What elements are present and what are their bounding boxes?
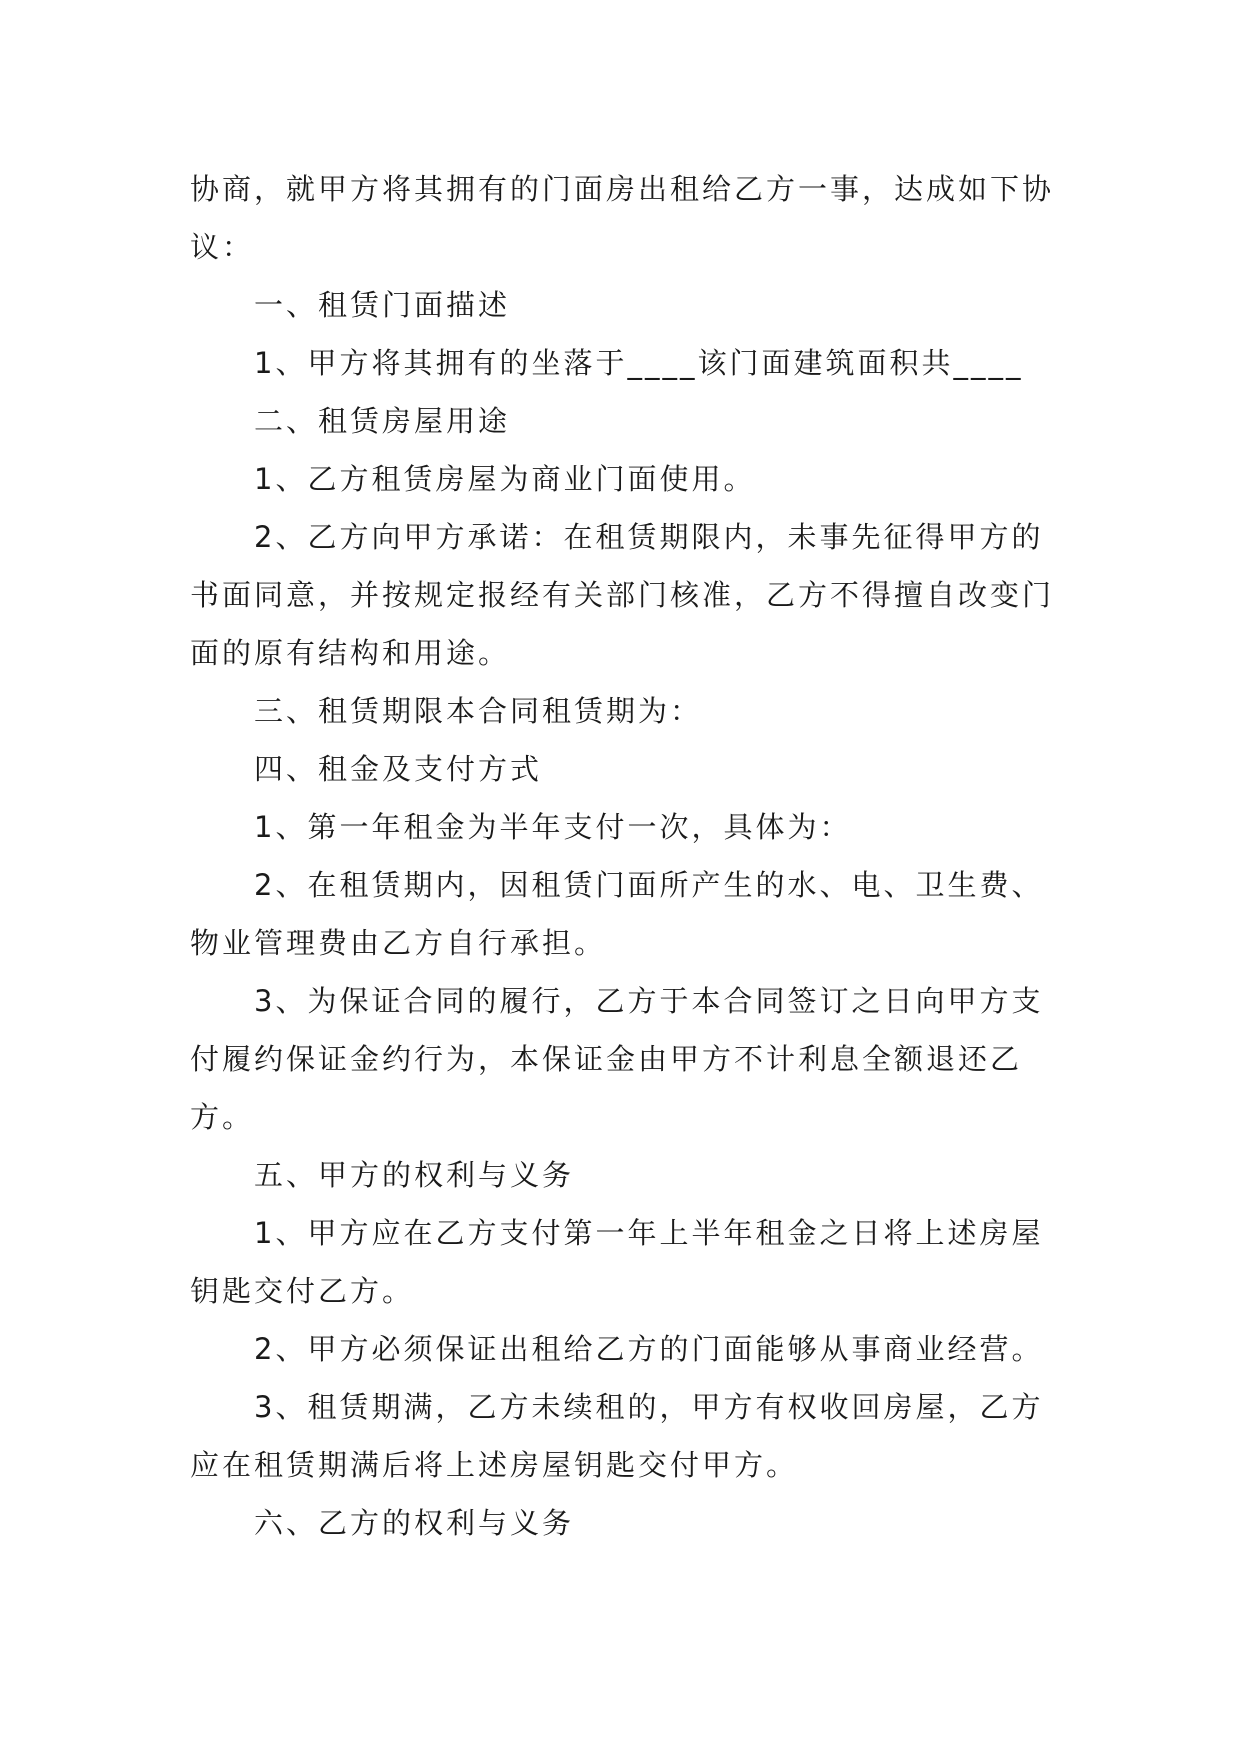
clause-2-2: 2、乙方向甲方承诺：在租赁期限内，未事先征得甲方的书面同意，并按规定报经有关部门核准，乙方不得擅自改变门面的原有结构和用途。 <box>190 520 1055 670</box>
section-heading-6: 六、乙方的权利与义务 <box>254 1506 575 1540</box>
clause-5-1: 1、甲方应在乙方支付第一年上半年租金之日将上述房屋钥匙交付乙方。 <box>190 1216 1044 1308</box>
clause-1-1: 1、甲方将其拥有的坐落于____该门面建筑面积共____ <box>254 346 1024 380</box>
section-heading-1: 一、租赁门面描述 <box>254 288 511 322</box>
clause-4-1: 1、第一年租金为半年支付一次，具体为： <box>254 810 852 844</box>
document-body <box>190 160 1060 1552</box>
clause-5-2: 2、甲方必须保证出租给乙方的门面能够从事商业经营。 <box>254 1332 1044 1366</box>
paragraph-intro: 协商，就甲方将其拥有的门面房出租给乙方一事，达成如下协议： <box>190 172 1055 264</box>
clause-4-3: 3、为保证合同的履行，乙方于本合同签订之日向甲方支付履约保证金约行为，本保证金由甲方不计利息全额退还乙方。 <box>190 984 1044 1134</box>
section-heading-2: 二、租赁房屋用途 <box>254 404 511 438</box>
clause-4-2: 2、在租赁期内，因租赁门面所产生的水、电、卫生费、物业管理费由乙方自行承担。 <box>190 868 1044 960</box>
section-heading-3: 三、租赁期限本合同租赁期为： <box>254 694 703 728</box>
section-heading-5: 五、甲方的权利与义务 <box>254 1158 575 1192</box>
section-heading-4: 四、租金及支付方式 <box>254 752 543 786</box>
clause-2-1: 1、乙方租赁房屋为商业门面使用。 <box>254 462 756 496</box>
clause-5-3: 3、租赁期满，乙方未续租的，甲方有权收回房屋，乙方应在租赁期满后将上述房屋钥匙交付甲方。 <box>190 1390 1044 1482</box>
